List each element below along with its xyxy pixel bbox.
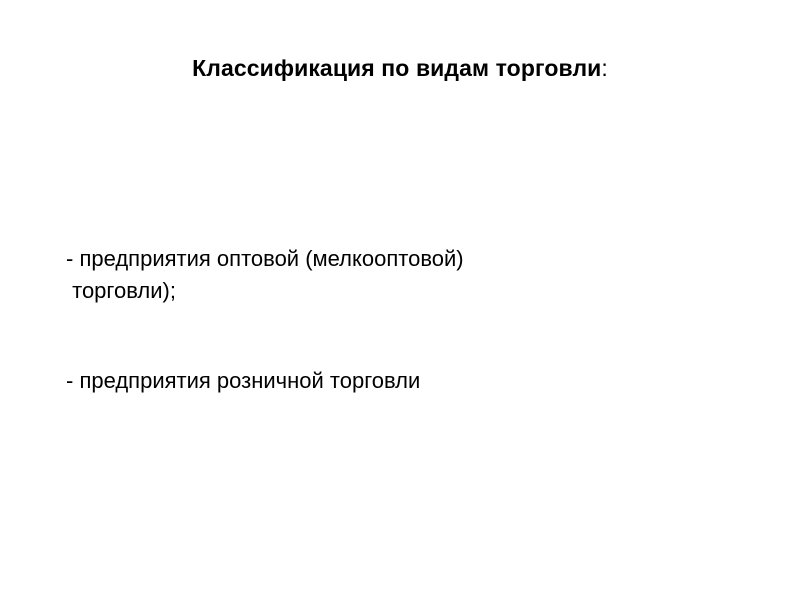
list-item bbox=[66, 365, 746, 397]
bullet-line: торговли); bbox=[66, 277, 176, 303]
page-title-colon: : bbox=[601, 55, 608, 81]
page-title-text: Классификация по видам торговли bbox=[192, 55, 602, 81]
content-body bbox=[66, 243, 746, 397]
list-item bbox=[66, 243, 746, 307]
paragraph-spacer bbox=[66, 307, 746, 365]
page-title bbox=[0, 55, 800, 83]
bullet-line: - предприятия розничной торговли bbox=[66, 367, 421, 393]
bullet-line: - предприятия оптовой (мелкооптовой) bbox=[66, 246, 464, 271]
